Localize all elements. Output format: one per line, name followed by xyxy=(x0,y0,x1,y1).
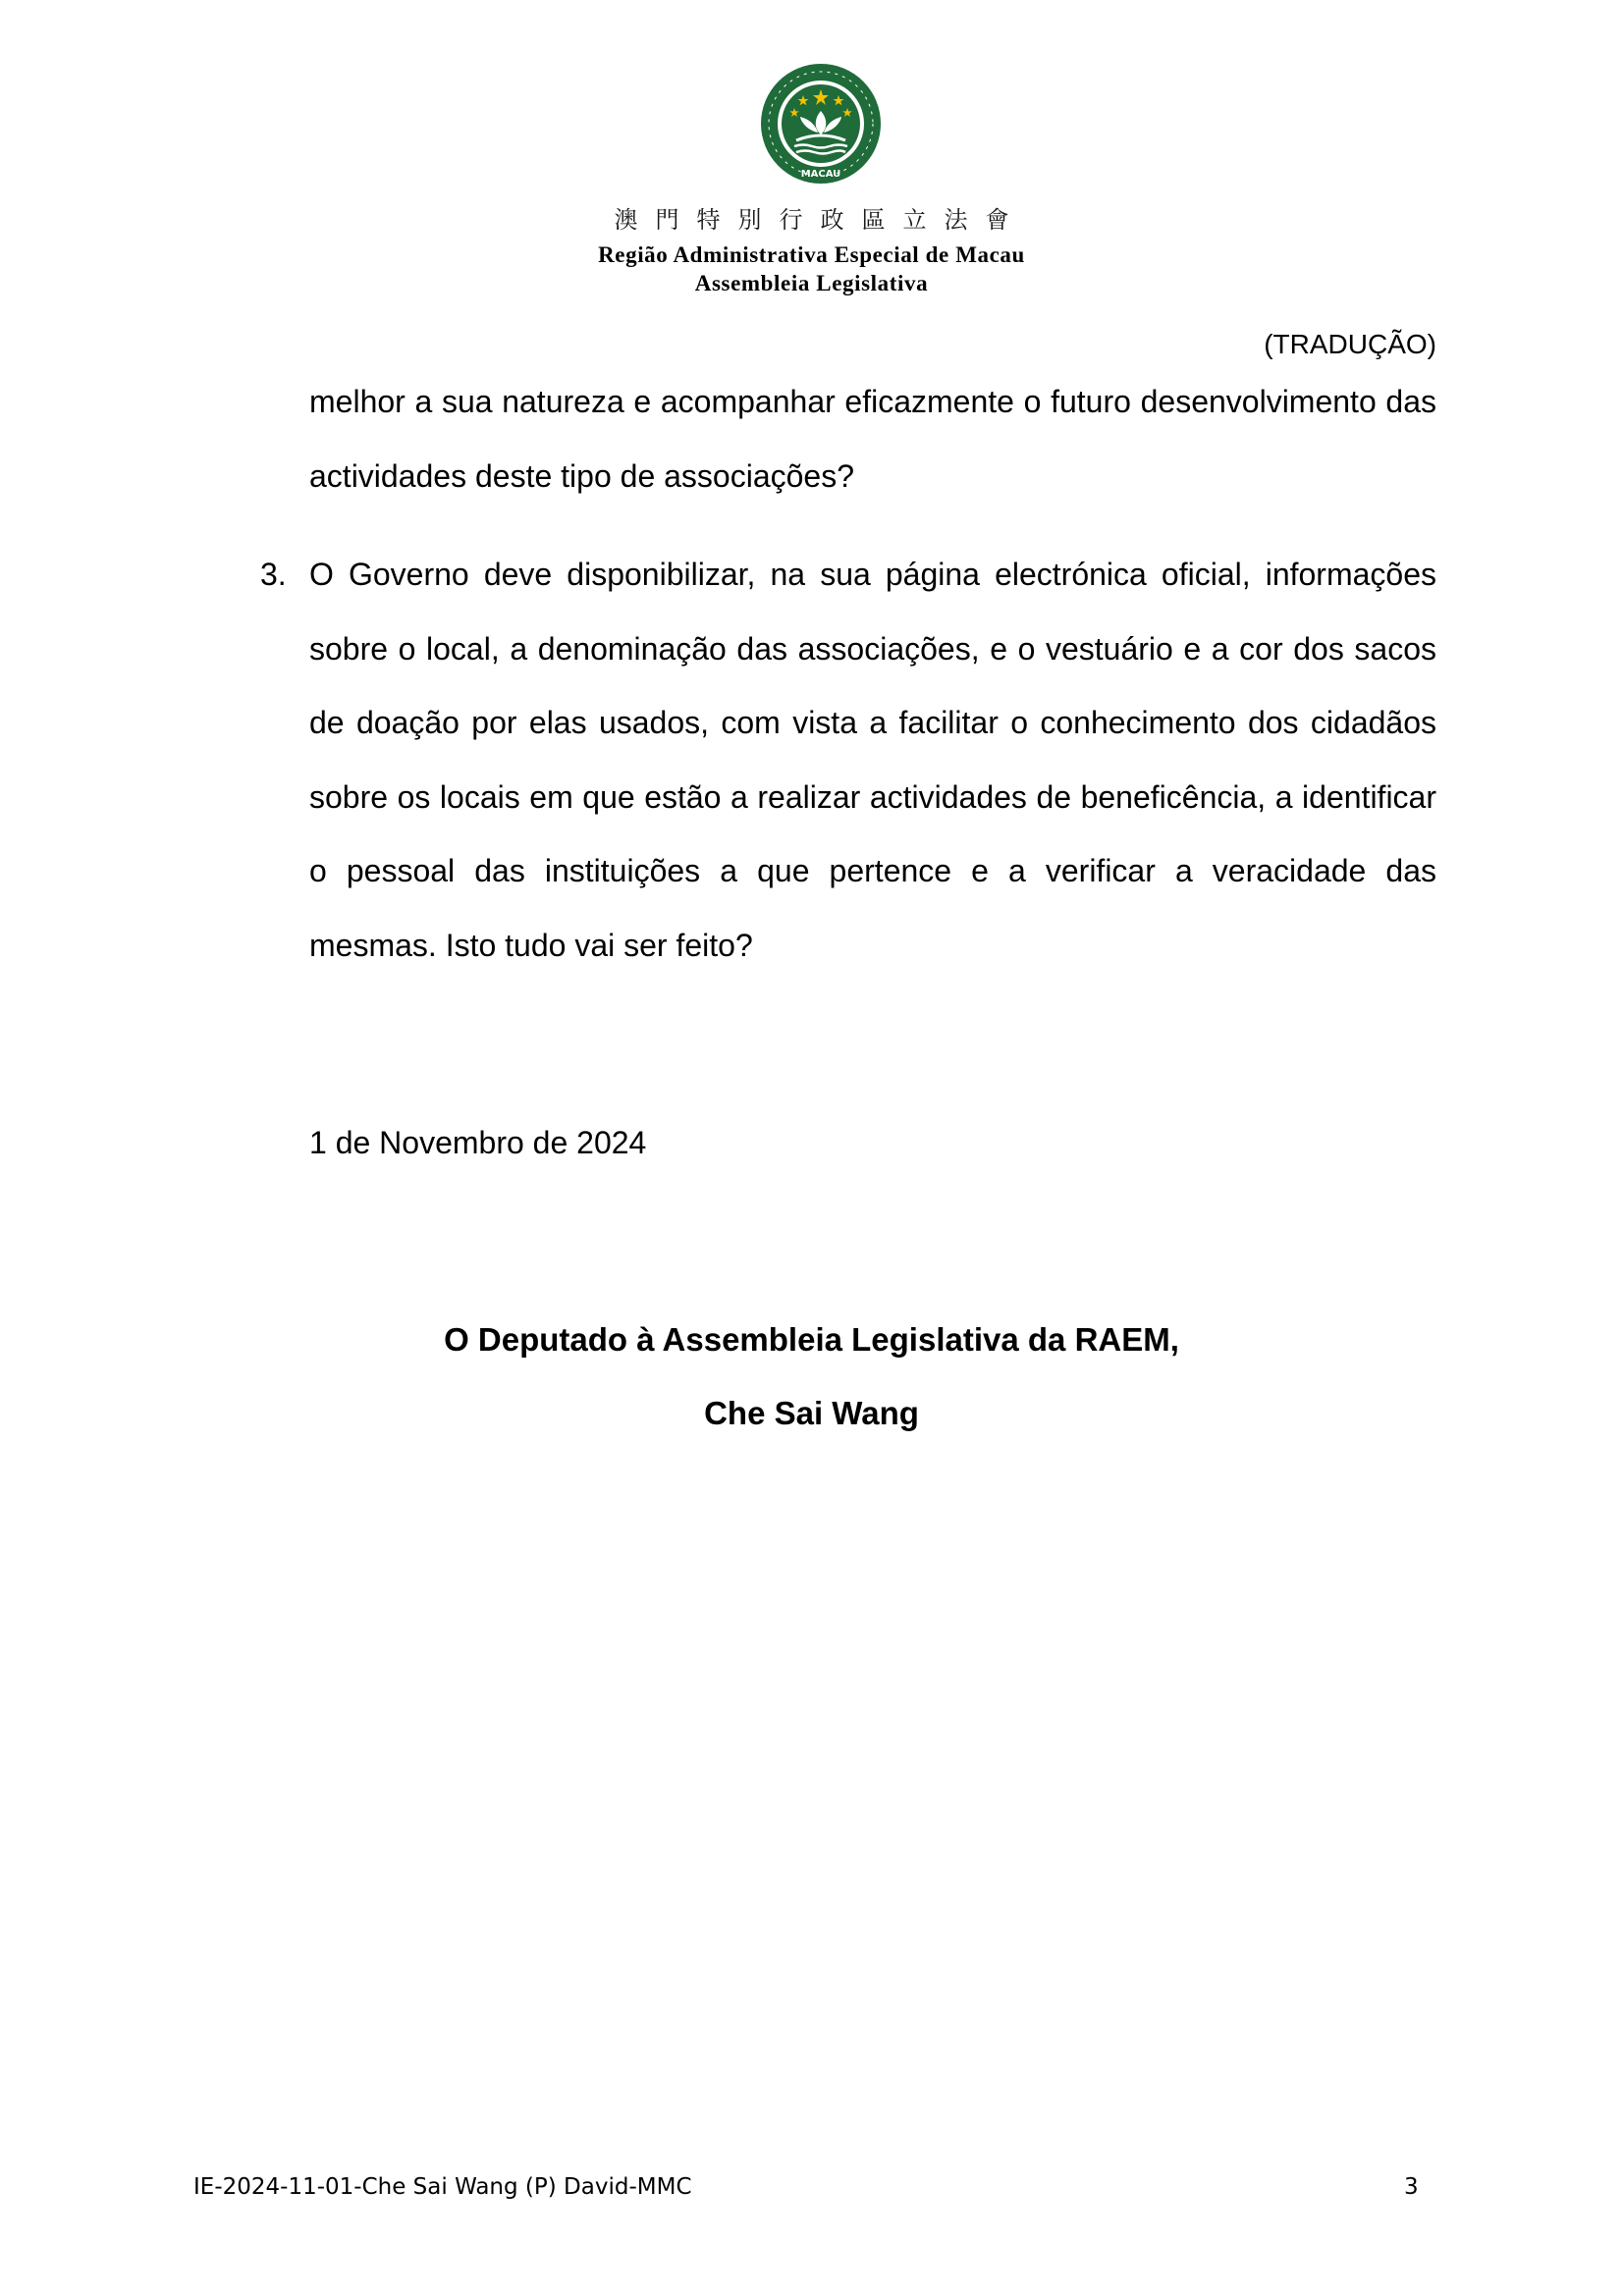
signature-title: O Deputado à Assembleia Legislativa da RAEM, xyxy=(444,1321,1179,1358)
footer-reference: IE-2024-11-01-Che Sai Wang (P) David-MMC xyxy=(193,2174,692,2200)
header-assembly-name: Assembleia Legislativa xyxy=(694,271,929,295)
emblem-label: MACAU xyxy=(800,169,841,180)
header-region-name: Região Administrativa Especial de Macau xyxy=(598,242,1025,267)
list-item-number: 3. xyxy=(260,557,287,592)
macau-emblem-icon xyxy=(759,62,883,186)
translation-tag: (TRADUÇÃO) xyxy=(1264,329,1436,359)
header-chinese-title: 澳門特別行政區立法會 xyxy=(614,206,1027,234)
continuation-paragraph: melhor a sua natureza e acompanhar eficazmente o futuro desenvolvimento das actividades deste tipo de associações? xyxy=(309,384,1436,494)
footer-page-number: 3 xyxy=(1404,2174,1419,2200)
signature-name: Che Sai Wang xyxy=(704,1395,919,1431)
document-date: 1 de Novembro de 2024 xyxy=(309,1125,647,1160)
list-item-text: O Governo deve disponibilizar, na sua página electrónica oficial, informações sobre o local, a denominação das associações, e o vestuário e a cor dos sacos de doação por elas usados, com vista a facilitar o conhecimento dos cidadãos sobre os locais em que estão a realizar actividades de beneficência, a identificar o pessoal das instituições a que pertence e a verificar a veracidade das mesmas. Isto tudo vai ser feito? xyxy=(309,557,1436,963)
